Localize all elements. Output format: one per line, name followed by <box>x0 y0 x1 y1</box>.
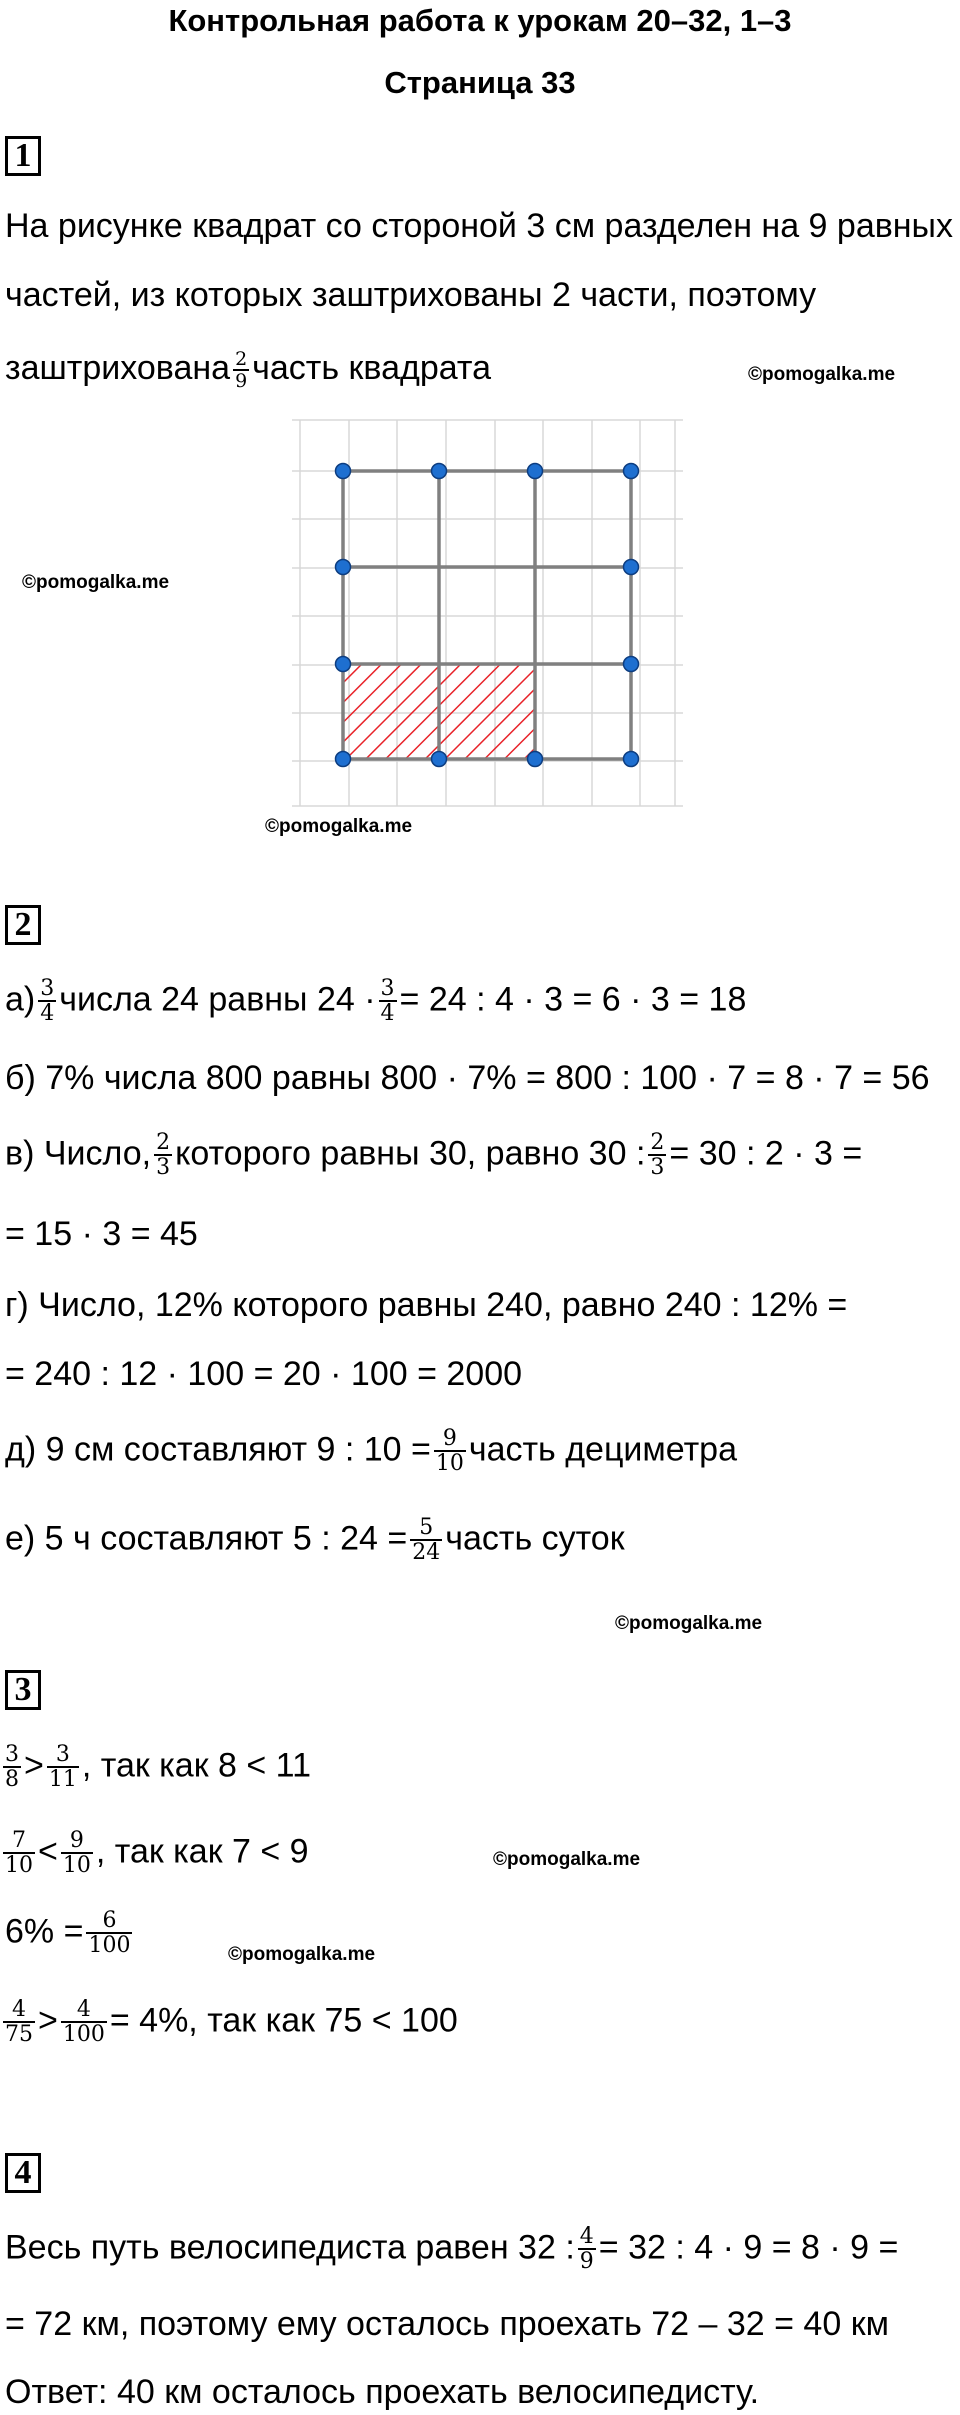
fraction-numerator: 9 <box>442 1426 457 1451</box>
task-3-line-3-text: 6% = <box>5 1912 84 1951</box>
task-3-line-2-text: , так как 7 < 9 <box>95 1832 309 1871</box>
fraction-4-75 <box>3 1999 35 2046</box>
task-3-number: 3 <box>5 1670 41 1710</box>
task-3-line-3 <box>5 1910 135 1957</box>
fraction-denominator: 9 <box>579 2249 594 2274</box>
fraction-3-4 <box>379 978 397 1025</box>
fraction-denominator: 9 <box>235 369 248 392</box>
task-2-d-text-1: д) 9 см составляют 9 : 10 = <box>5 1430 431 1469</box>
task-4-line-2: = 72 км, поэтому ему осталось проехать 72 – 32 = 40 км <box>5 2305 889 2343</box>
task-1-line-1: На рисунке квадрат со стороной 3 см разделен на 9 равных <box>5 207 953 245</box>
task-2-b: б) 7% числа 800 равны 800 · 7% = 800 : 100 · 7 = 8 · 7 = 56 <box>5 1059 930 1097</box>
fraction-numerator: 4 <box>76 1997 91 2022</box>
fraction-4-9 <box>578 2226 596 2273</box>
task-2-a-text-3: = 24 : 4 · 3 = 6 · 3 = 18 <box>399 980 747 1019</box>
task-3-line-4 <box>0 1999 458 2046</box>
task-2-d-text-2: часть дециметра <box>468 1430 737 1469</box>
fraction-denominator: 10 <box>435 1451 464 1476</box>
task-2-g-cont: = 240 : 12 · 100 = 20 · 100 = 2000 <box>5 1355 523 1393</box>
task-4-number: 4 <box>5 2153 41 2193</box>
fraction-2-3 <box>648 1132 666 1179</box>
fraction-numerator: 3 <box>5 1742 19 1767</box>
task-3-line-1-text: , так как 8 < 11 <box>81 1746 311 1785</box>
fraction-6-100 <box>86 1910 132 1957</box>
fraction-numerator: 3 <box>380 976 395 1001</box>
task-2-v-cont: = 15 · 3 = 45 <box>5 1215 198 1253</box>
task-1-line-3-text-a: заштрихована <box>5 349 231 387</box>
task-2-a-text-2: числа 24 равны 24 · <box>59 980 376 1019</box>
fraction-3-8 <box>3 1744 21 1791</box>
fraction-numerator: 5 <box>419 1515 434 1540</box>
comparison-sign: < <box>38 1832 58 1871</box>
fraction-3-4 <box>38 978 56 1025</box>
task-2-a <box>5 978 746 1025</box>
fraction-9-10 <box>434 1428 466 1475</box>
fraction-3-11 <box>47 1744 79 1791</box>
fraction-denominator: 4 <box>380 1001 395 1026</box>
task-2-v-text-2: которого равны 30, равно 30 : <box>175 1134 646 1173</box>
task-4-line-1-text-b: = 32 : 4 · 9 = 8 · 9 = <box>598 2228 899 2267</box>
fraction-denominator: 10 <box>62 1853 91 1878</box>
fraction-numerator: 3 <box>55 1742 70 1767</box>
task-2-v-text-1: в) Число, <box>5 1134 152 1173</box>
fraction-denominator: 100 <box>62 2022 105 2047</box>
comparison-sign: > <box>24 1746 44 1785</box>
fraction-5-24 <box>410 1517 442 1564</box>
fraction-7-10 <box>3 1830 35 1877</box>
page-title: Контрольная работа к урокам 20–32, 1–3 <box>168 3 792 38</box>
comparison-sign: > <box>38 2001 58 2040</box>
fraction-numerator: 2 <box>235 347 248 370</box>
task-2-number: 2 <box>5 905 41 945</box>
task-4-answer: Ответ: 40 км осталось проехать велосипедисту. <box>5 2373 760 2411</box>
fraction-denominator: 75 <box>5 2022 33 2047</box>
watermark: ©pomogalka.me <box>22 572 170 593</box>
task-3-line-4-text: = 4%, так как 75 < 100 <box>109 2001 458 2040</box>
task-3-line-2 <box>0 1830 309 1877</box>
fraction-numerator: 2 <box>156 1130 171 1155</box>
fraction-2-9 <box>233 347 249 392</box>
task-2-e <box>5 1517 625 1564</box>
fraction-denominator: 3 <box>156 1155 171 1180</box>
task-2-a-text-1: а) <box>5 980 36 1019</box>
fraction-numerator: 7 <box>12 1828 26 1853</box>
task-1-number: 1 <box>5 136 41 176</box>
watermark: ©pomogalka.me <box>228 1944 376 1965</box>
task-3-line-1 <box>0 1744 311 1791</box>
fraction-denominator: 24 <box>412 1540 441 1565</box>
watermark: ©pomogalka.me <box>265 816 413 837</box>
fraction-denominator: 10 <box>5 1853 33 1878</box>
fraction-denominator: 3 <box>650 1155 665 1180</box>
fraction-numerator: 3 <box>40 976 55 1001</box>
fraction-numerator: 4 <box>12 1997 26 2022</box>
task-1-line-2: частей, из которых заштрихованы 2 части, поэтому <box>5 276 817 314</box>
fraction-numerator: 9 <box>69 1828 84 1853</box>
square-figure <box>290 418 685 808</box>
task-2-e-text-2: часть суток <box>445 1519 625 1558</box>
task-2-v-text-3: = 30 : 2 · 3 = <box>669 1134 863 1173</box>
task-4-line-1-text-a: Весь путь велосипедиста равен 32 : <box>5 2228 575 2267</box>
task-2-d <box>5 1428 737 1475</box>
task-2-v <box>5 1132 862 1179</box>
fraction-denominator: 8 <box>5 1767 19 1792</box>
fraction-numerator: 4 <box>579 2224 594 2249</box>
task-4-line-1 <box>5 2226 898 2273</box>
fraction-4-100 <box>61 1999 107 2046</box>
fraction-2-3 <box>154 1132 172 1179</box>
task-1-line-3 <box>5 348 491 391</box>
task-1-line-3-text-b: часть квадрата <box>252 349 491 387</box>
task-2-e-text-1: е) 5 ч составляют 5 : 24 = <box>5 1519 408 1558</box>
fraction-denominator: 11 <box>48 1767 77 1792</box>
task-2-g: г) Число, 12% которого равны 240, равно 240 : 12% = <box>5 1286 848 1324</box>
fraction-9-10 <box>61 1830 93 1877</box>
fraction-numerator: 2 <box>650 1130 665 1155</box>
watermark: ©pomogalka.me <box>493 1849 641 1870</box>
page-subtitle: Страница 33 <box>384 65 576 100</box>
fraction-numerator: 6 <box>102 1908 117 1933</box>
watermark: ©pomogalka.me <box>748 364 896 385</box>
fraction-denominator: 100 <box>88 1933 131 1958</box>
fraction-denominator: 4 <box>40 1001 55 1026</box>
watermark: ©pomogalka.me <box>615 1613 763 1634</box>
